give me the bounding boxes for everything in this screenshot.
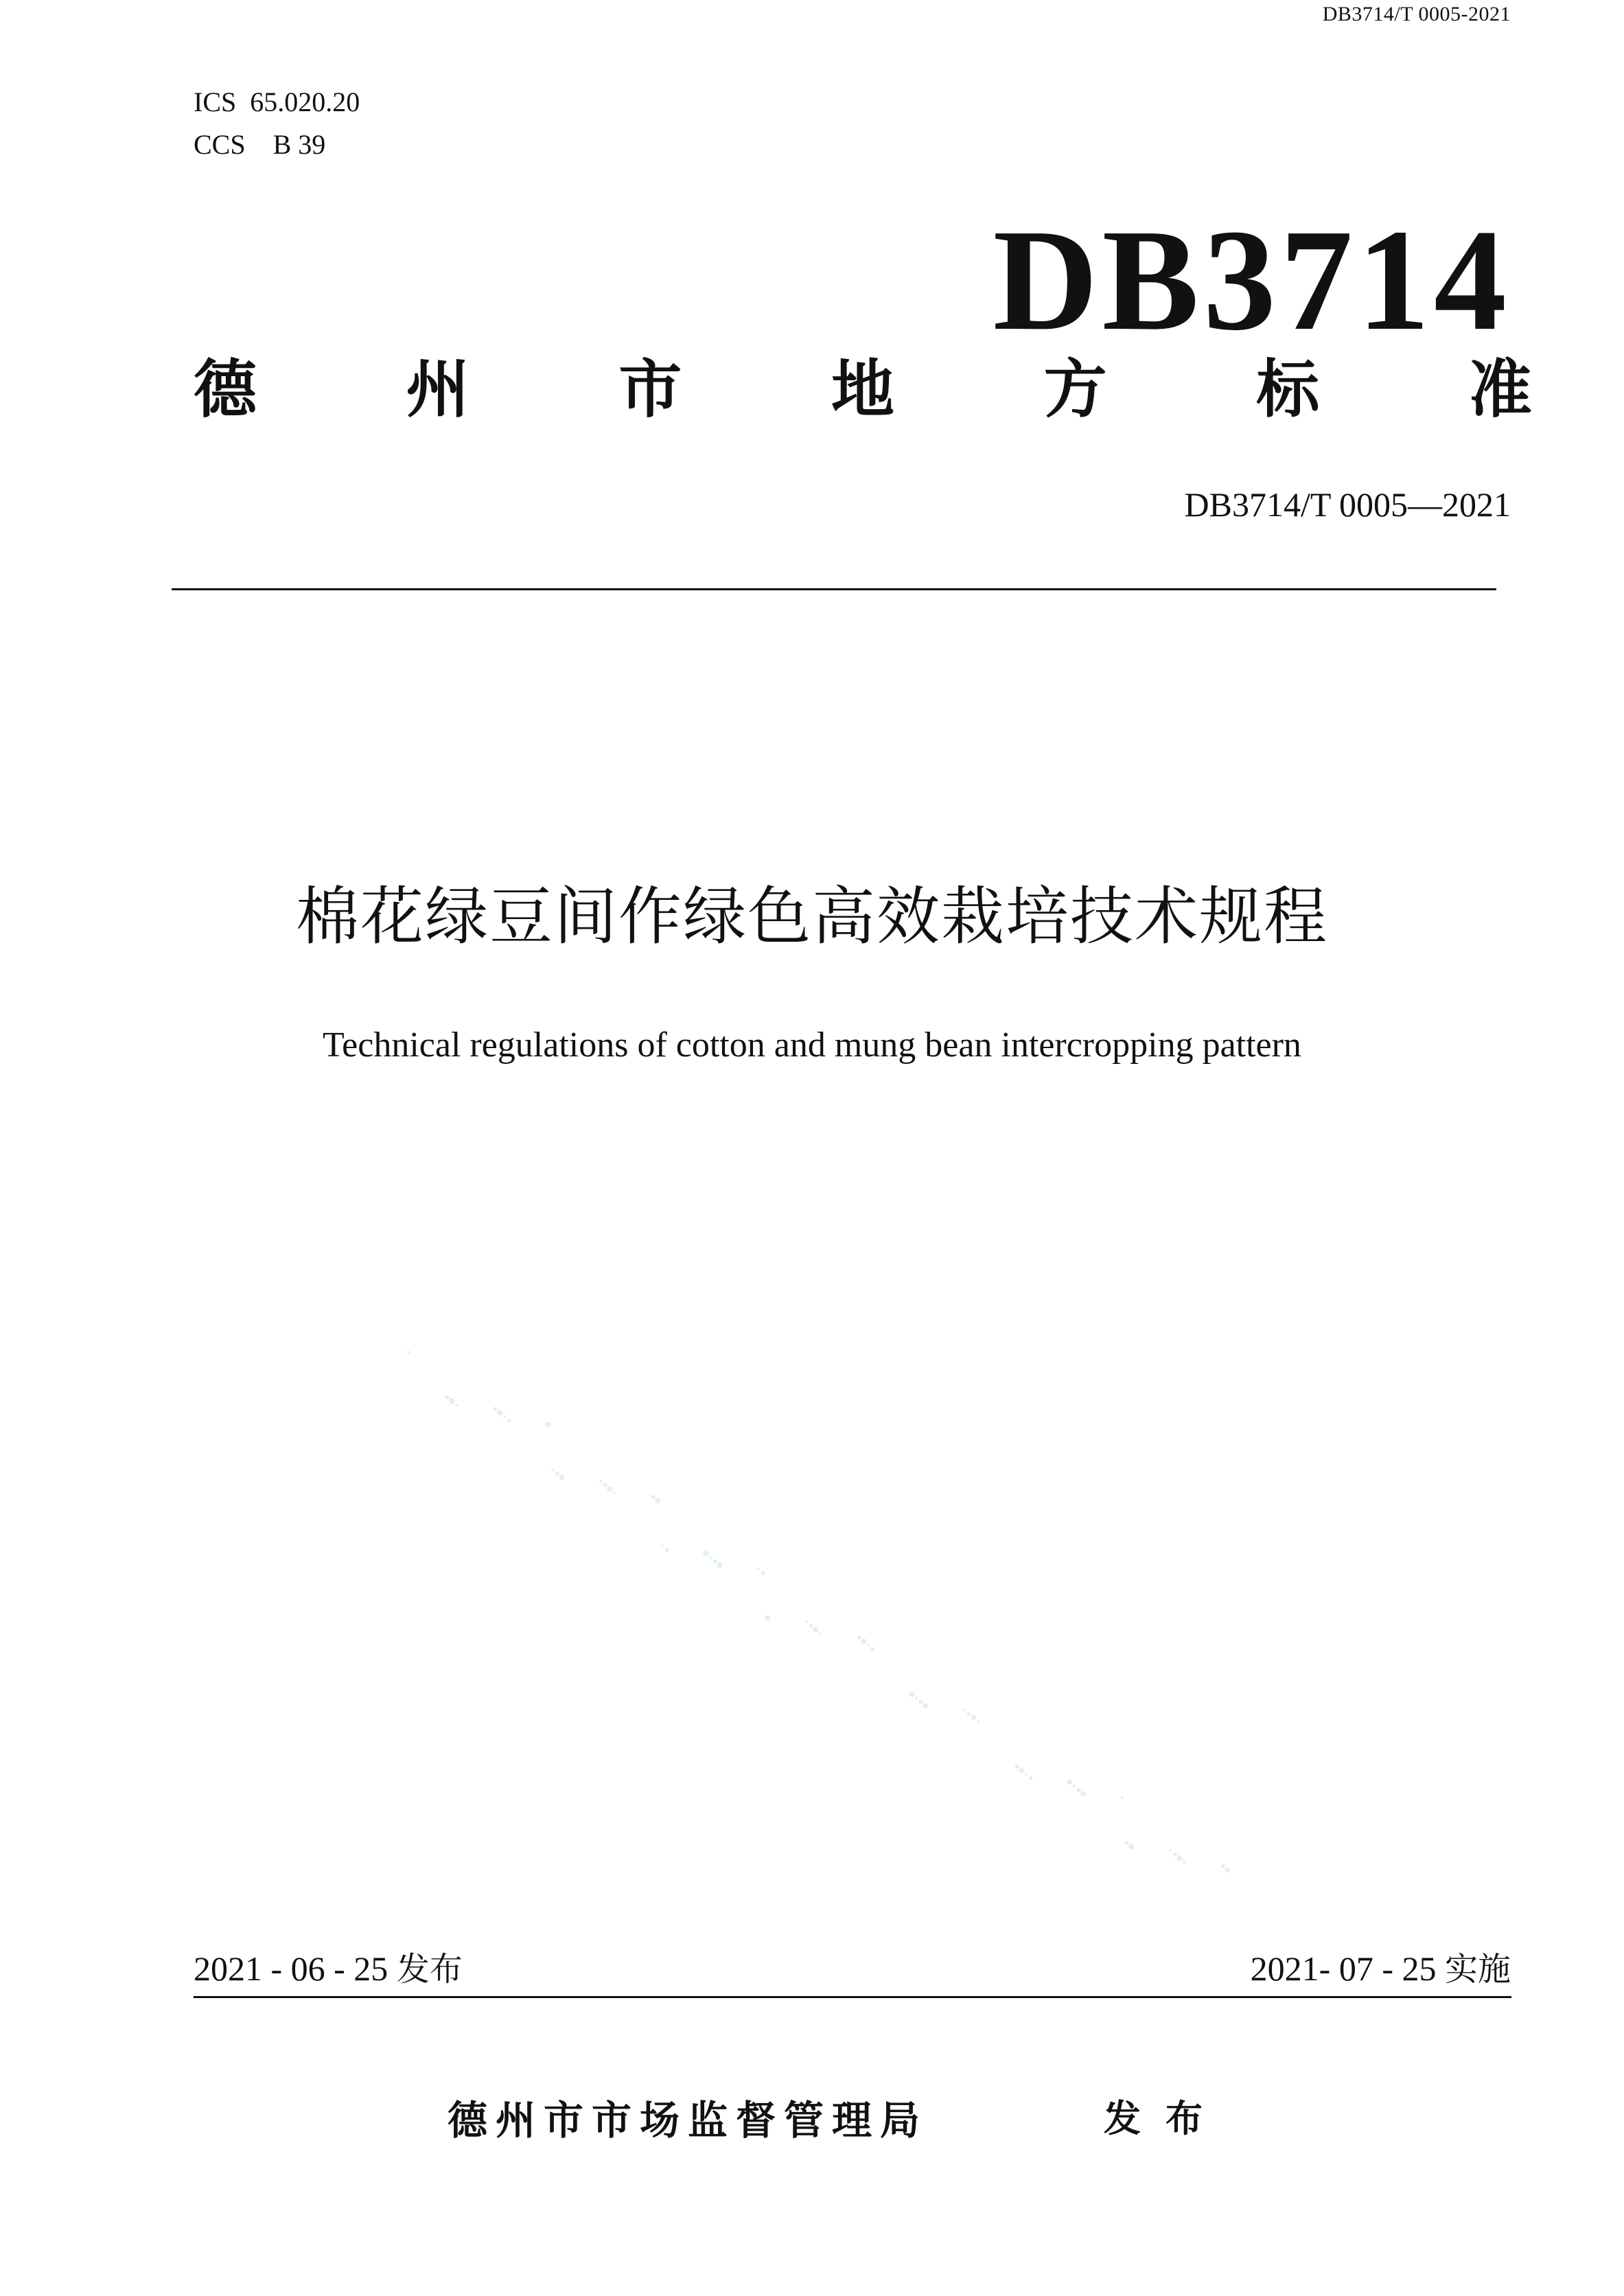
- watermark-dot: [1128, 1844, 1134, 1849]
- watermark-dot: [813, 1627, 818, 1632]
- watermark-dot: [909, 1691, 914, 1697]
- watermark-dot: [1121, 1796, 1124, 1799]
- watermark-dot: [497, 1410, 502, 1415]
- watermark-dot: [1029, 1776, 1033, 1781]
- watermark-dot: [861, 1638, 866, 1644]
- watermark-dot: [599, 1480, 602, 1483]
- standard-number: DB3714/T 0005—2021: [1184, 485, 1511, 524]
- ics-code: ICS 65.020.20: [194, 86, 360, 117]
- watermark-dot: [555, 1472, 559, 1476]
- watermark-dot: [923, 1703, 928, 1708]
- publish-label: 发布: [396, 1950, 463, 1988]
- watermark-dot: [545, 1422, 550, 1427]
- header-standard-code: DB3714/T 0005-2021: [1322, 3, 1511, 25]
- watermark-dot: [717, 1562, 722, 1568]
- watermark-dot: [805, 1621, 808, 1623]
- issuer-action: 发布: [1104, 2097, 1227, 2140]
- issuer-name: 德州市市场监督管理局: [448, 2097, 929, 2144]
- watermark-dot: [915, 1697, 918, 1700]
- publish-date-value: 2021 - 06 - 25: [194, 1949, 397, 1988]
- watermark-dot: [665, 1548, 669, 1552]
- publish-date: [194, 1951, 463, 1986]
- watermark-dot: [1221, 1864, 1225, 1868]
- watermark-dot: [613, 1492, 616, 1494]
- classification-codes: [194, 81, 360, 166]
- watermark-dot: [1077, 1788, 1081, 1792]
- watermark-dot: [857, 1636, 861, 1640]
- watermark-dot: [455, 1404, 458, 1406]
- implement-date-value: 2021- 07 - 25: [1250, 1949, 1445, 1988]
- watermark-dot: [871, 1647, 875, 1651]
- watermark-dot: [967, 1712, 971, 1716]
- watermark-dot: [1173, 1853, 1177, 1857]
- watermark-speckles: [384, 1345, 1277, 1963]
- bottom-divider: [194, 1996, 1511, 1998]
- watermark-dot: [449, 1398, 454, 1404]
- watermark-dot: [963, 1708, 966, 1711]
- top-divider: [172, 588, 1496, 590]
- watermark-dot: [1176, 1855, 1182, 1861]
- watermark-dot: [1025, 1773, 1028, 1776]
- standard-type-char: 德: [194, 353, 257, 426]
- watermark-dot: [661, 1544, 664, 1547]
- standard-type-char: 市: [618, 353, 682, 426]
- watermark-dot: [765, 1615, 770, 1621]
- watermark-dot: [1067, 1779, 1072, 1785]
- watermark-dot: [559, 1474, 564, 1480]
- watermark-dot: [607, 1486, 612, 1492]
- watermark-dot: [919, 1700, 923, 1704]
- watermark-dot: [1080, 1791, 1086, 1796]
- title-english: Technical regulations of cotton and mung bean intercropping pattern: [323, 1025, 1301, 1065]
- watermark-dot: [867, 1644, 870, 1647]
- watermark-dot: [551, 1468, 554, 1471]
- watermark-dot: [1183, 1861, 1185, 1864]
- standard-type-char: 准: [1468, 353, 1532, 426]
- watermark-dot: [1019, 1767, 1024, 1773]
- watermark-dot: [655, 1498, 660, 1503]
- watermark-dot: [809, 1624, 813, 1628]
- watermark-dot: [603, 1483, 607, 1487]
- watermark-dot: [651, 1495, 656, 1499]
- watermark-dot: [1125, 1841, 1129, 1845]
- ccs-code: CCS B 39: [194, 129, 326, 160]
- watermark-dot: [977, 1720, 979, 1723]
- watermark-dot: [709, 1556, 712, 1559]
- watermark-dot: [1073, 1785, 1076, 1787]
- watermark-dot: [971, 1715, 976, 1720]
- watermark-dot: [713, 1559, 717, 1564]
- watermark-dot: [761, 1571, 765, 1575]
- watermark-dot: [819, 1632, 822, 1635]
- implement-label: 实施: [1444, 1950, 1511, 1988]
- watermark-dot: [757, 1568, 760, 1570]
- watermark-dot: [507, 1419, 511, 1423]
- watermark-dot: [445, 1395, 450, 1400]
- title-chinese: 棉花绿豆间作绿色高效栽培技术规程: [295, 880, 1328, 953]
- implement-date: [1251, 1951, 1511, 1986]
- standard-type-heading: [194, 353, 1532, 426]
- watermark-dot: [494, 1407, 498, 1411]
- watermark-dot: [407, 1351, 410, 1354]
- watermark-dot: [1015, 1765, 1019, 1769]
- watermark-dot: [503, 1415, 506, 1418]
- standard-type-char: 州: [406, 353, 469, 426]
- watermark-dot: [1225, 1867, 1230, 1872]
- standard-type-char: 地: [831, 353, 894, 426]
- standard-type-char: 方: [1043, 353, 1107, 426]
- watermark-dot: [703, 1551, 708, 1556]
- standard-big-code: DB3714: [993, 199, 1511, 360]
- watermark-dot: [1169, 1849, 1172, 1852]
- standard-type-char: 标: [1256, 353, 1320, 426]
